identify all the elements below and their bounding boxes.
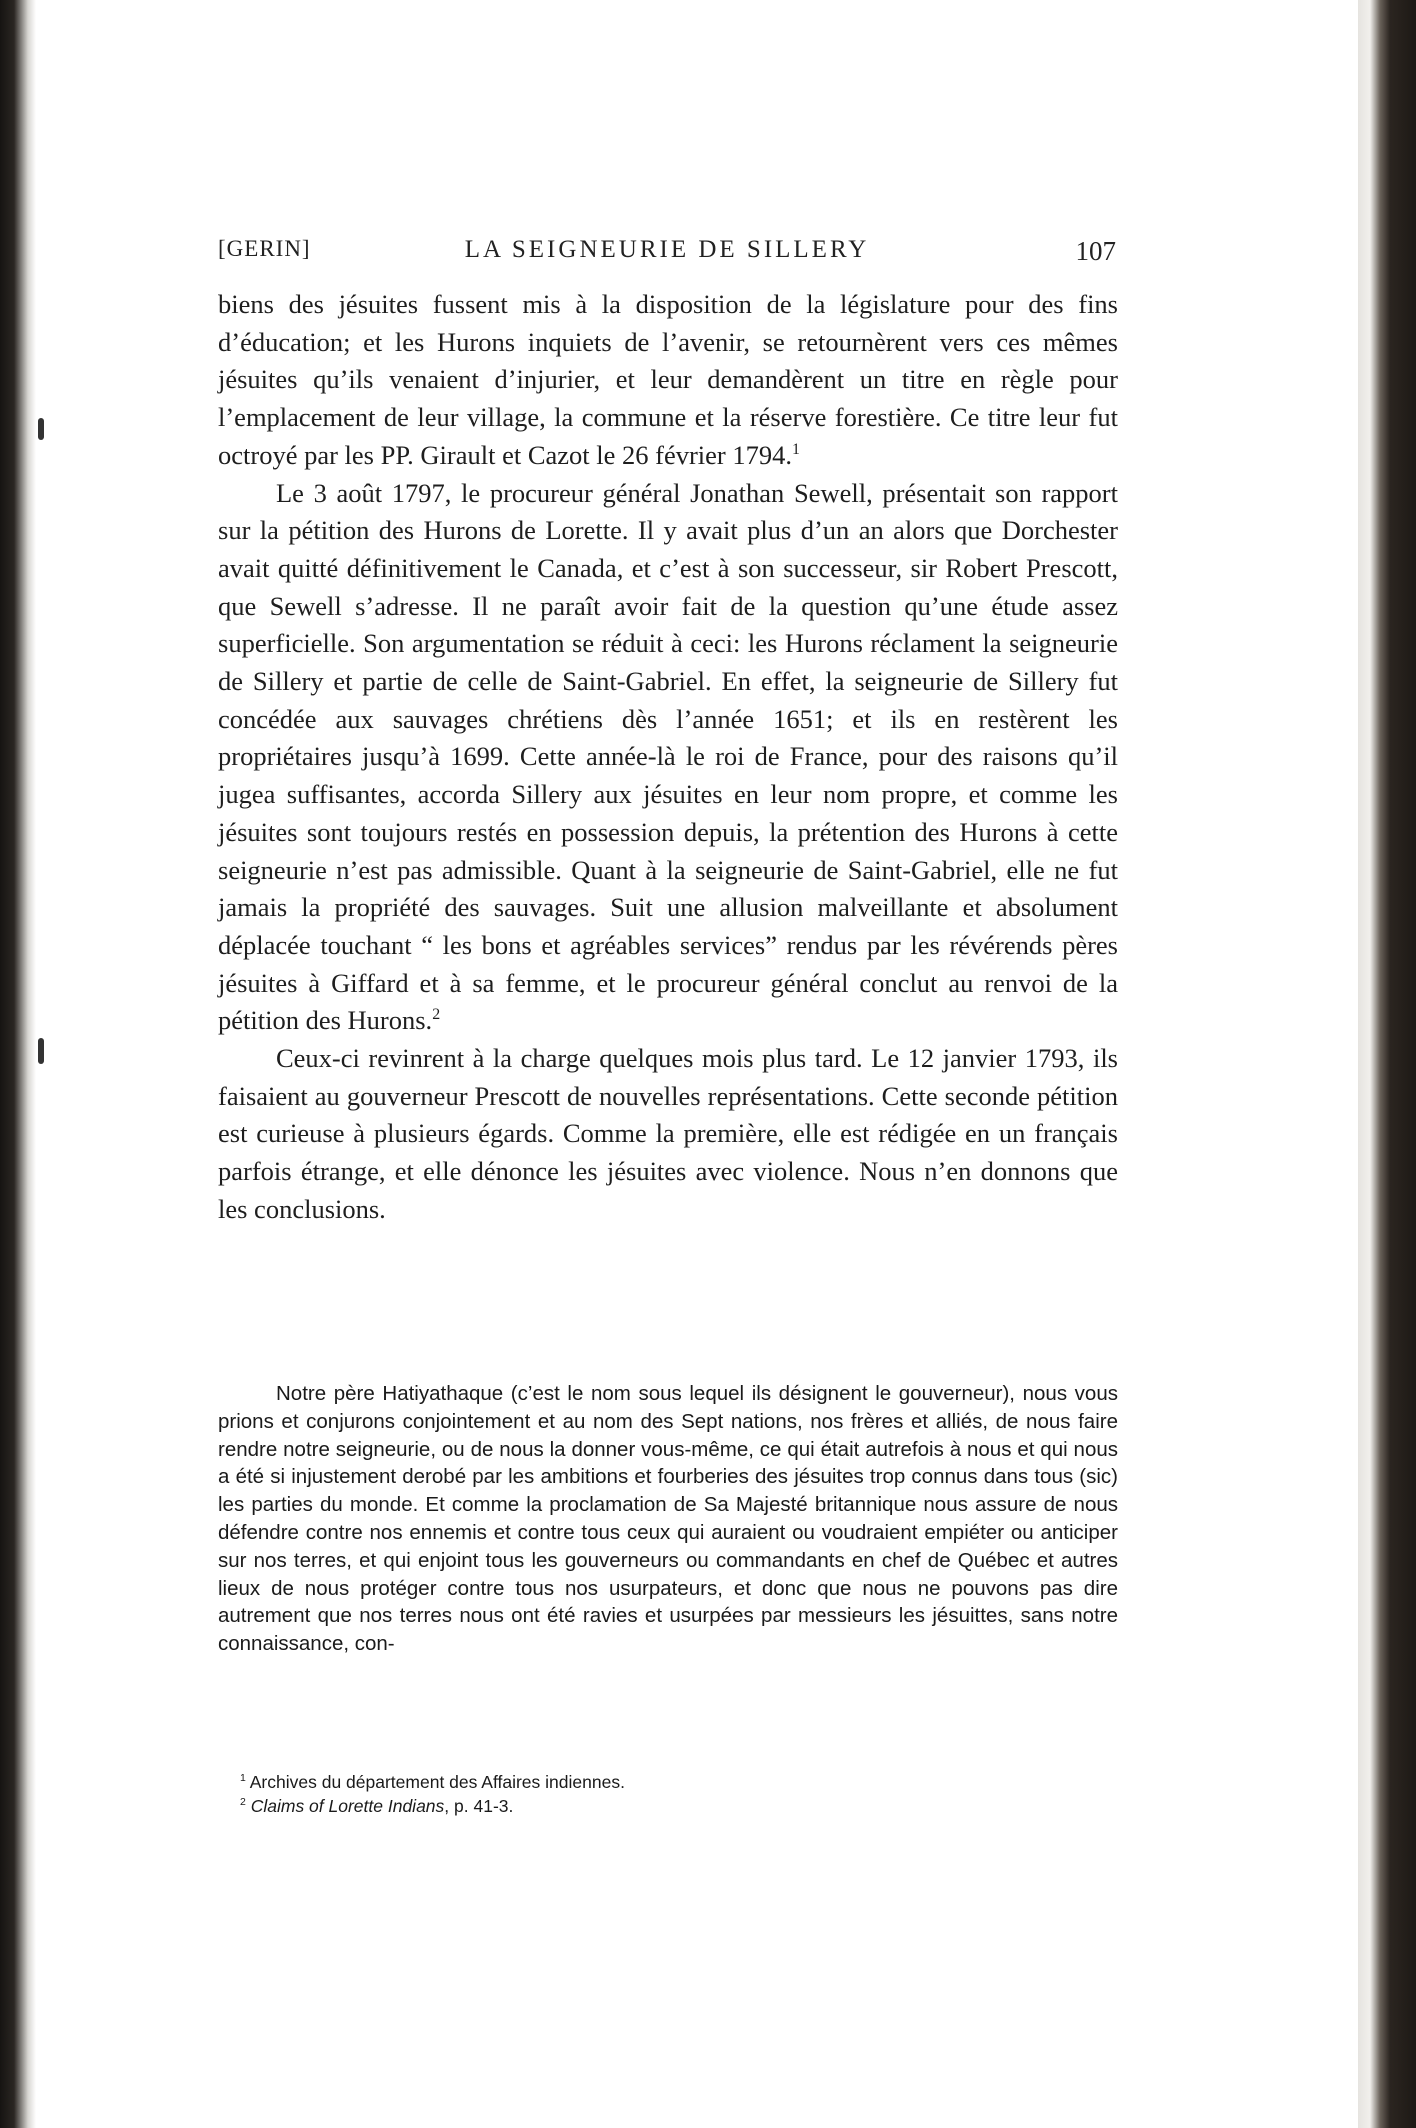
paragraph (218, 1040, 1118, 1229)
paragraph (218, 475, 1118, 1041)
quote-text: Notre père Hatiyathaque (c’est le nom sous lequel ils désignent le gouverneur), nous vous prions et conjurons conjointement et au nom des Sept nations, nos frères et alliés, de nous faire rendre notre seigneurie, ou de nous la donner vous-même, ce qui était autrefois à nous et qui nous a été si injustement derobé par les ambitions et fourberies des jésuites trop connus dans tous (sic) les parties du monde. Et comme la proclamation de Sa Majesté britannique nous assure de nous défendre contre nos ennemis et contre tous ceux qui auraient ou voudraient empiéter ou anticiper sur nos terres, et qui enjoint tous les gouverneurs ou commandants en chef de Québec et autres lieux de nous protéger contre tous nos usurpateurs, et donc que nous ne pouvons pas dire autrement que nos terres nous ont été ravies et usurpées par messieurs les jésuittes, sans notre connaissance, con- (218, 1382, 1118, 1656)
paragraph-text: Le 3 août 1797, le procureur général Jonathan Sewell, présentait son rapport sur la pétition des Hurons de Lorette. Il y avait plus d’un an alors que Dorchester avait quitté définitivement le Canada, et c’est à son successeur, sir Robert Prescott, que Sewell s’adresse. Il ne paraît avoir fait de la question qu’une étude assez superficielle. Son argumentation se réduit à ceci: les Hurons réclament la seigneurie de Sillery et partie de celle de Saint-Gabriel. En effet, la seigneurie de Sillery fut concédée aux sauvages chrétiens dès l’année 1651; et ils en restèrent les propriétaires jusqu’à 1699. Cette année-là le roi de France, pour des raisons qu’il jugea suffisantes, accorda Sillery aux jésuites en leur nom propre, et comme les jésuites sont toujours restés en possession depuis, la prétention des Hurons à cette seigneurie n’est pas admissible. Quant à la seigneurie de Saint-Gabriel, elle ne fut jamais la propriété des sauvages. Suit une allusion malveillante et absolument déplacée touchant “ les bons et agréables services” rendus par les révérends pères jésuites à Giffard et à sa femme, et le procureur général conclut au renvoi de la pétition des Hurons. (218, 477, 1118, 1036)
paragraph (218, 286, 1118, 475)
footnote-text: Archives du département des Affaires indiennes. (249, 1772, 625, 1792)
paragraph-text: biens des jésuites fussent mis à la disposition de la législature pour des fins d’éducation; et les Hurons inquiets de l’avenir, se retournèrent vers ces mêmes jésuites qu’ils venaient d’injurier, et leur demandèrent un titre en règle pour l’emplacement de leur village, la commune et la réserve forestière. Ce titre leur fut octroyé par les PP. Girault et Cazot le 26 février 1794. (218, 289, 1118, 470)
footnote-text: , p. 41-3. (444, 1796, 514, 1816)
footnote-ref: 1 (792, 440, 800, 458)
footnote-title: Claims of Lorette Indians (250, 1796, 445, 1816)
main-text (218, 286, 1118, 1229)
footnote-marker: 1 (240, 1772, 246, 1785)
footnotes (240, 1770, 940, 1818)
footnote-ref: 2 (432, 1006, 441, 1024)
header-title: LA SEIGNEURIE DE SILLERY (464, 236, 870, 263)
block-quote (218, 1380, 1118, 1658)
book-spine-shadow (1358, 0, 1416, 2128)
margin-mark (38, 418, 44, 440)
footnote-marker: 2 (240, 1796, 246, 1809)
page-number: 107 (1075, 236, 1116, 266)
footnote (240, 1770, 940, 1794)
running-header (218, 236, 1116, 272)
footnote (240, 1794, 940, 1818)
header-author: [GERIN] (218, 236, 311, 261)
paragraph-text: Ceux-ci revinrent à la charge quelques mois plus tard. Le 12 janvier 1793, ils faisaient au gouverneur Prescott de nouvelles représentations. Cette seconde pétition est curieuse à plusieurs égards. Comme la première, elle est rédigée en un français parfois étrange, et elle dénonce les jésuites avec violence. Nous n’en donnons que les conclusions. (218, 1043, 1118, 1224)
book-left-edge (0, 0, 36, 2128)
margin-mark (38, 1038, 44, 1064)
